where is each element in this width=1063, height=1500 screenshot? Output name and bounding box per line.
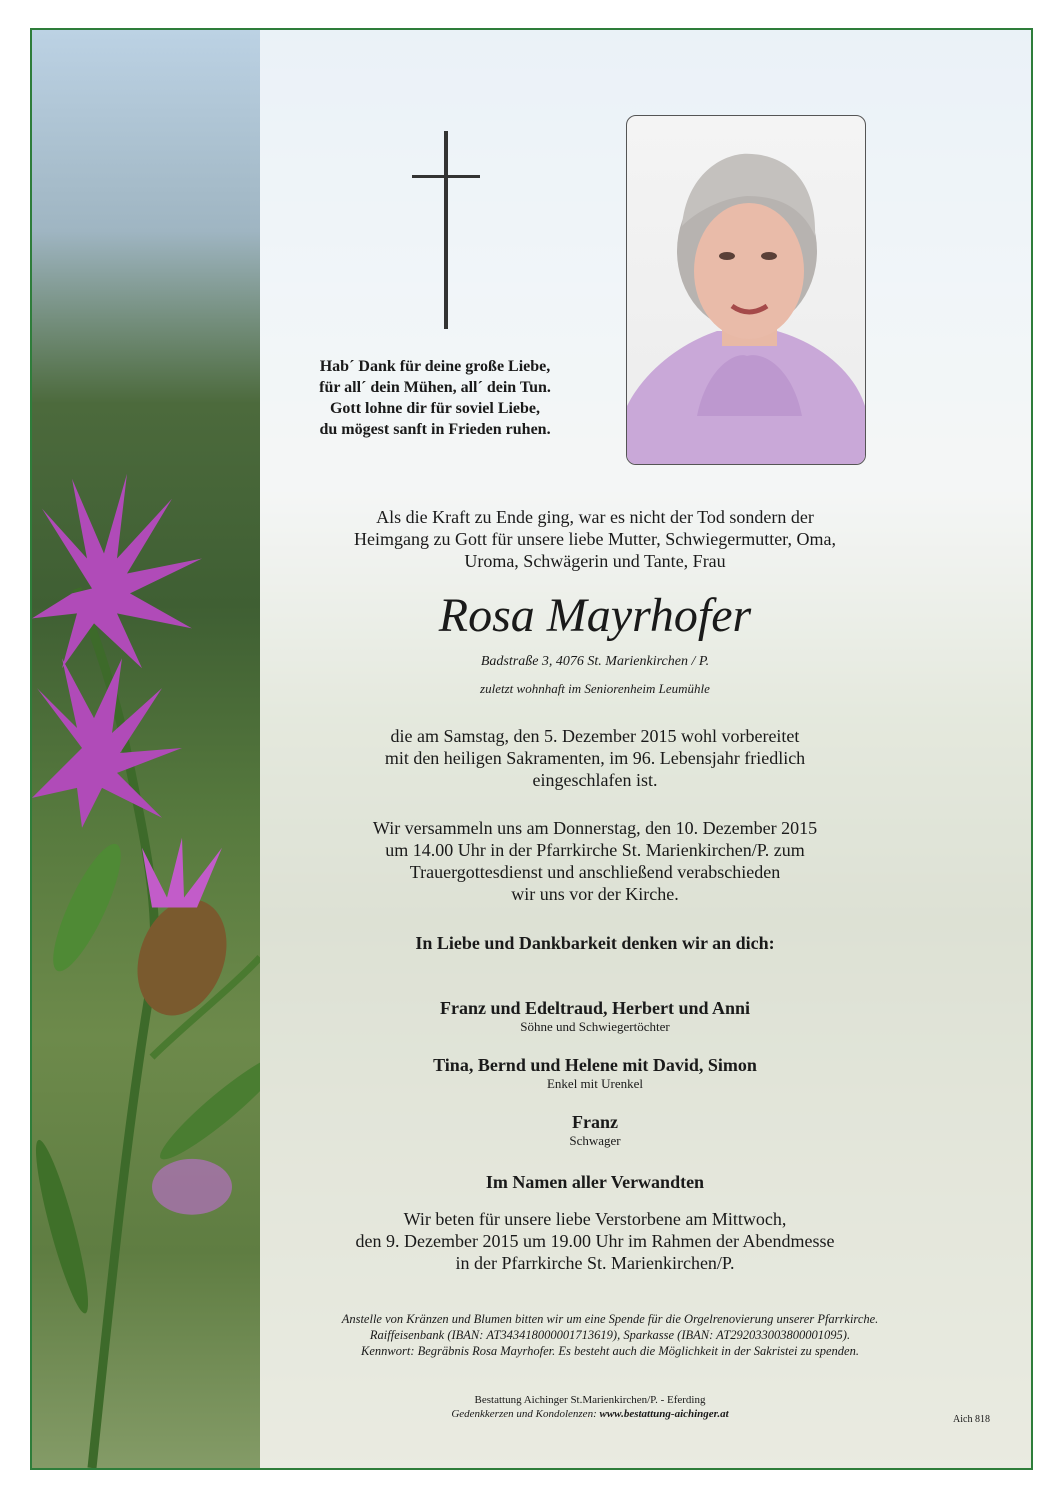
verse-line: Gott lohne dir für soviel Liebe, [329, 400, 541, 417]
mourner-relation: Söhne und Schwiegertöchter [520, 1019, 670, 1034]
memorial-verse [275, 356, 595, 440]
mourner-relation: Schwager [569, 1133, 621, 1148]
death-line: mit den heiligen Sakramenten, im 96. Lebensjahr friedlich [384, 748, 806, 768]
deceased-name: Rosa Mayrhofer [438, 589, 752, 642]
deceased-residence: zuletzt wohnhaft im Seniorenheim Leumühle [480, 681, 710, 696]
thanks-heading: In Liebe und Dankbarkeit denken wir an dich: [415, 933, 775, 953]
knapweed-flower-image [32, 30, 260, 1468]
intro-line: Heimgang zu Gott für unsere liebe Mutter, Schwiegermutter, Oma, [354, 529, 836, 549]
relatives-line [280, 1171, 910, 1193]
mourner-names: Franz [572, 1112, 618, 1132]
prayer-line: Wir beten für unsere liebe Verstorbene am Mittwoch, [403, 1209, 787, 1229]
funeral-line: wir uns vor der Kirche. [511, 884, 679, 904]
condolence-line [380, 1407, 800, 1421]
donation-line: Kennwort: Begräbnis Rosa Mayrhofer. Es besteht auch die Möglichkeit in der Sakristei zu spenden. [361, 1344, 859, 1358]
mourner-relation: Enkel mit Urenkel [546, 1076, 644, 1091]
prayer-line: in der Pfarrkirche St. Marienkirchen/P. [455, 1253, 735, 1273]
verse-line: Hab´ Dank für deine große Liebe, [319, 358, 551, 375]
prayer-line: den 9. Dezember 2015 um 19.00 Uhr im Rahmen der Abendmesse [355, 1231, 835, 1251]
death-line: eingeschlafen ist. [532, 770, 658, 790]
condolence-label: Gedenkkerzen und Kondolenzen: [451, 1408, 597, 1420]
funeral-line: Trauergottesdienst und anschließend verabschieden [409, 862, 781, 882]
mourner-names: Tina, Bernd und Helene mit David, Simon [433, 1055, 757, 1075]
relatives-text: Im Namen aller Verwandten [485, 1172, 705, 1192]
cross-icon [412, 131, 480, 329]
intro-line: Als die Kraft zu Ende ging, war es nicht der Tod sondern der [376, 507, 814, 527]
donation-note [230, 1311, 990, 1359]
notice-code: Aich 818 [953, 1414, 990, 1425]
mourner-group [280, 997, 910, 1035]
mourner-names: Franz und Edeltraud, Herbert und Anni [439, 998, 751, 1018]
funeral-details [310, 817, 880, 905]
prayer-details [300, 1208, 890, 1274]
donation-line: Anstelle von Kränzen und Blumen bitten wir um eine Spende für die Orgelrenovierung unserer Pfarrkirche. [341, 1312, 879, 1326]
death-announcement [310, 725, 880, 791]
deceased-address: Badstraße 3, 4076 St. Marienkirchen / P. [480, 654, 710, 669]
verse-line: für all´ dein Mühen, all´ dein Tun. [319, 379, 551, 396]
intro-line: Uroma, Schwägerin und Tante, Frau [464, 551, 726, 571]
funeral-line: Wir versammeln uns am Donnerstag, den 10. Dezember 2015 [372, 818, 818, 838]
donation-line: Raiffeisenbank (IBAN: AT343418000001713619), Sparkasse (IBAN: AT292033003800001095). [369, 1328, 851, 1342]
website-link[interactable]: www.bestattung-aichinger.at [599, 1408, 729, 1420]
undertaker-name: Bestattung Aichinger St.Marienkirchen/P. - Eferding [474, 1394, 706, 1406]
funeral-line: um 14.00 Uhr in der Pfarrkirche St. Marienkirchen/P. zum [385, 840, 805, 860]
mourner-group [280, 1111, 910, 1149]
verse-line: du mögest sanft in Frieden ruhen. [319, 421, 551, 438]
mourner-group [280, 1054, 910, 1092]
death-line: die am Samstag, den 5. Dezember 2015 wohl vorbereitet [390, 726, 800, 746]
intro-text [310, 506, 880, 572]
portrait-photo [626, 115, 866, 465]
